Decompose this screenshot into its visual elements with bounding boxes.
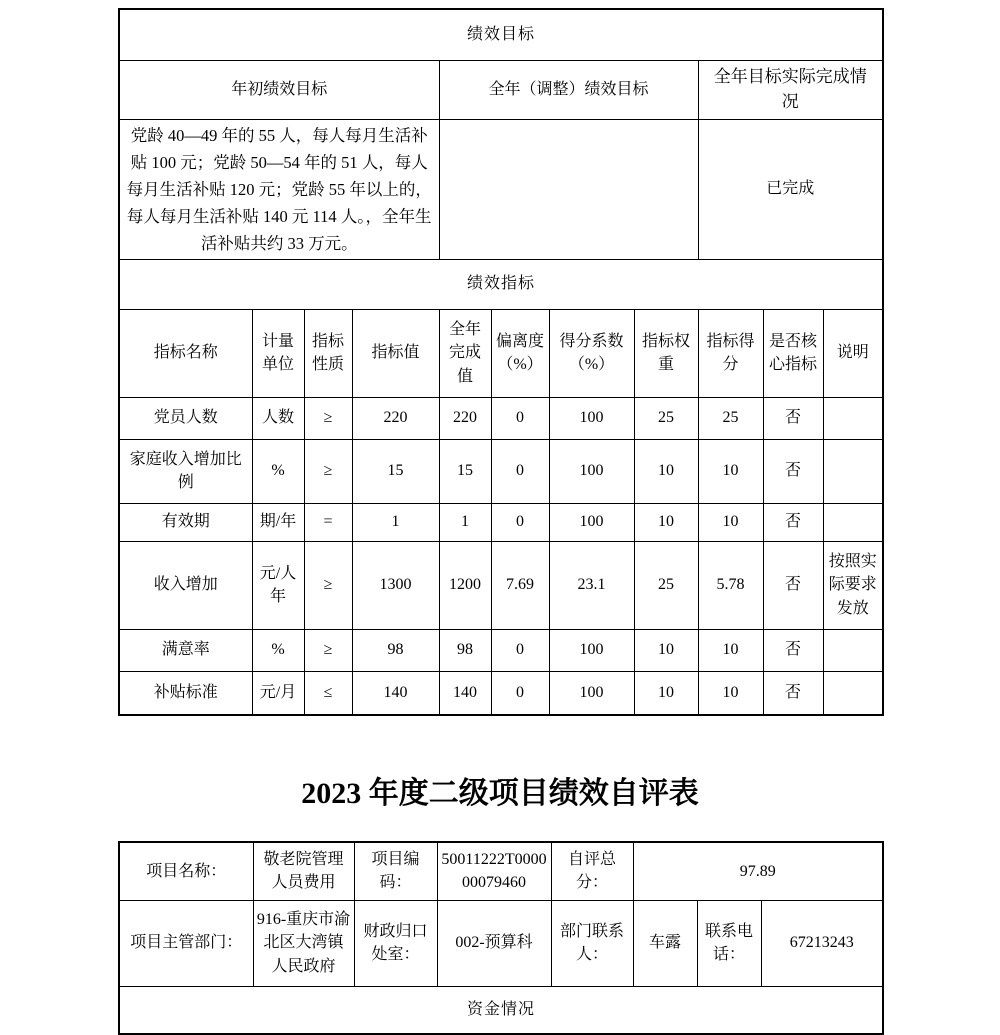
- finance-office-label: 财政归口处室：: [354, 900, 437, 986]
- dept-label: 项目主管部门：: [119, 900, 253, 986]
- indicator-name-cell: 满意率: [119, 629, 252, 671]
- indicator-cell: 15: [352, 439, 439, 503]
- indicator-cell: 否: [763, 397, 823, 439]
- indicator-header-cell: 说明: [823, 309, 883, 397]
- phone-value: 67213243: [761, 900, 883, 986]
- indicator-cell: 否: [763, 503, 823, 541]
- indicator-name-cell: 收入增加: [119, 541, 252, 629]
- indicator-cell: =: [304, 503, 352, 541]
- self-score-label: 自评总分：: [551, 842, 633, 900]
- indicator-cell: 10: [634, 629, 698, 671]
- indicator-cell: 220: [352, 397, 439, 439]
- indicator-cell: 1: [439, 503, 491, 541]
- indicator-header-cell: 偏离度（%）: [491, 309, 549, 397]
- indicator-name-cell: 党员人数: [119, 397, 252, 439]
- indicator-cell: 元/月: [252, 671, 304, 715]
- indicator-row: [119, 397, 883, 439]
- indicator-header-cell: 指标性质: [304, 309, 352, 397]
- indicator-cell: 10: [634, 503, 698, 541]
- indicator-cell: [823, 397, 883, 439]
- indicator-cell: ≤: [304, 671, 352, 715]
- indicator-header-cell: 指标名称: [119, 309, 252, 397]
- goal-section-heading: 绩效目标: [119, 9, 883, 60]
- indicator-cell: 0: [491, 439, 549, 503]
- indicator-cell: [823, 439, 883, 503]
- adjusted-goal-text: [439, 119, 698, 259]
- indicator-cell: 98: [352, 629, 439, 671]
- indicator-note-cell: 按照实际要求发放: [823, 541, 883, 629]
- indicator-cell: 10: [698, 439, 763, 503]
- indicator-cell: 10: [698, 629, 763, 671]
- indicator-cell: 0: [491, 629, 549, 671]
- indicator-cell: 100: [549, 671, 634, 715]
- indicator-cell: %: [252, 439, 304, 503]
- project-info-row: [119, 842, 883, 900]
- indicator-name-cell: 家庭收入增加比例: [119, 439, 252, 503]
- indicator-cell: 0: [491, 397, 549, 439]
- indicator-cell: 否: [763, 541, 823, 629]
- indicator-cell: 1300: [352, 541, 439, 629]
- indicator-row: [119, 671, 883, 715]
- indicator-cell: 25: [634, 397, 698, 439]
- department-info-row: [119, 900, 883, 986]
- indicator-cell: 否: [763, 439, 823, 503]
- project-name-label: 项目名称：: [119, 842, 253, 900]
- indicator-name-cell: 补贴标准: [119, 671, 252, 715]
- performance-goal-table: [118, 8, 884, 716]
- indicator-cell: 期/年: [252, 503, 304, 541]
- indicator-cell: 100: [549, 397, 634, 439]
- indicator-cell: 220: [439, 397, 491, 439]
- indicator-cell: 10: [698, 671, 763, 715]
- indicator-cell: 98: [439, 629, 491, 671]
- indicator-cell: 140: [439, 671, 491, 715]
- indicator-cell: 10: [634, 671, 698, 715]
- actual-completion-text: 已完成: [698, 119, 883, 259]
- indicator-section-heading: 绩效指标: [119, 259, 883, 309]
- indicator-cell: 否: [763, 629, 823, 671]
- project-code-label: 项目编码：: [354, 842, 437, 900]
- indicator-cell: 15: [439, 439, 491, 503]
- indicator-row: [119, 503, 883, 541]
- col-header-initial-goal: 年初绩效目标: [119, 60, 439, 119]
- indicator-cell: ≥: [304, 439, 352, 503]
- indicator-cell: 25: [634, 541, 698, 629]
- contact-label: 部门联系人：: [551, 900, 633, 986]
- project-name-value: 敬老院管理人员费用: [253, 842, 354, 900]
- indicator-cell: [823, 629, 883, 671]
- initial-goal-text: 党龄 40—49 年的 55 人，每人每月生活补贴 100 元；党龄 50—54 年的 51 人，每人每月生活补贴 120 元；党龄 55 年以上的，每人每月生活补贴 140 元 114 人。，全年生活补贴共约 33 万元。: [119, 119, 439, 259]
- indicator-cell: 100: [549, 439, 634, 503]
- indicator-header-cell: 指标值: [352, 309, 439, 397]
- indicator-header-cell: 全年完成值: [439, 309, 491, 397]
- indicator-header-cell: 是否核心指标: [763, 309, 823, 397]
- indicator-cell: 否: [763, 671, 823, 715]
- indicator-cell: 5.78: [698, 541, 763, 629]
- self-score-value: 97.89: [633, 842, 883, 900]
- indicator-cell: 7.69: [491, 541, 549, 629]
- indicator-header-cell: 指标权重: [634, 309, 698, 397]
- finance-office-value: 002-预算科: [437, 900, 551, 986]
- indicator-cell: ≥: [304, 629, 352, 671]
- self-eval-table: [118, 841, 884, 1035]
- col-header-adjusted-goal: 全年（调整）绩效目标: [439, 60, 698, 119]
- indicator-header-row: [119, 309, 883, 397]
- indicator-cell: 人数: [252, 397, 304, 439]
- funds-section-heading: 资金情况: [119, 986, 883, 1034]
- indicator-cell: 10: [698, 503, 763, 541]
- indicator-cell: 140: [352, 671, 439, 715]
- phone-label: 联系电话：: [697, 900, 761, 986]
- indicator-cell: 25: [698, 397, 763, 439]
- project-code-value: 50011222T000000079460: [437, 842, 551, 900]
- indicator-cell: 100: [549, 503, 634, 541]
- indicator-header-cell: 计量单位: [252, 309, 304, 397]
- indicator-header-cell: 得分系数（%）: [549, 309, 634, 397]
- indicator-cell: [823, 671, 883, 715]
- indicator-row: [119, 541, 883, 629]
- indicator-cell: ≥: [304, 541, 352, 629]
- indicator-cell: ≥: [304, 397, 352, 439]
- indicator-cell: 0: [491, 671, 549, 715]
- indicator-cell: [823, 503, 883, 541]
- self-eval-title: 2023 年度二级项目绩效自评表: [301, 777, 699, 810]
- indicator-cell: 10: [634, 439, 698, 503]
- indicator-cell: 23.1: [549, 541, 634, 629]
- indicator-cell: 1200: [439, 541, 491, 629]
- dept-value: 916-重庆市渝北区大湾镇人民政府: [253, 900, 354, 986]
- indicator-name-cell: 有效期: [119, 503, 252, 541]
- indicator-row: [119, 439, 883, 503]
- indicator-cell: 元/人年: [252, 541, 304, 629]
- col-header-actual-completion: 全年目标实际完成情况: [698, 60, 883, 119]
- indicator-cell: 0: [491, 503, 549, 541]
- contact-value: 车露: [633, 900, 697, 986]
- indicator-header-cell: 指标得分: [698, 309, 763, 397]
- indicator-cell: %: [252, 629, 304, 671]
- indicator-cell: 1: [352, 503, 439, 541]
- indicator-cell: 100: [549, 629, 634, 671]
- indicator-row: [119, 629, 883, 671]
